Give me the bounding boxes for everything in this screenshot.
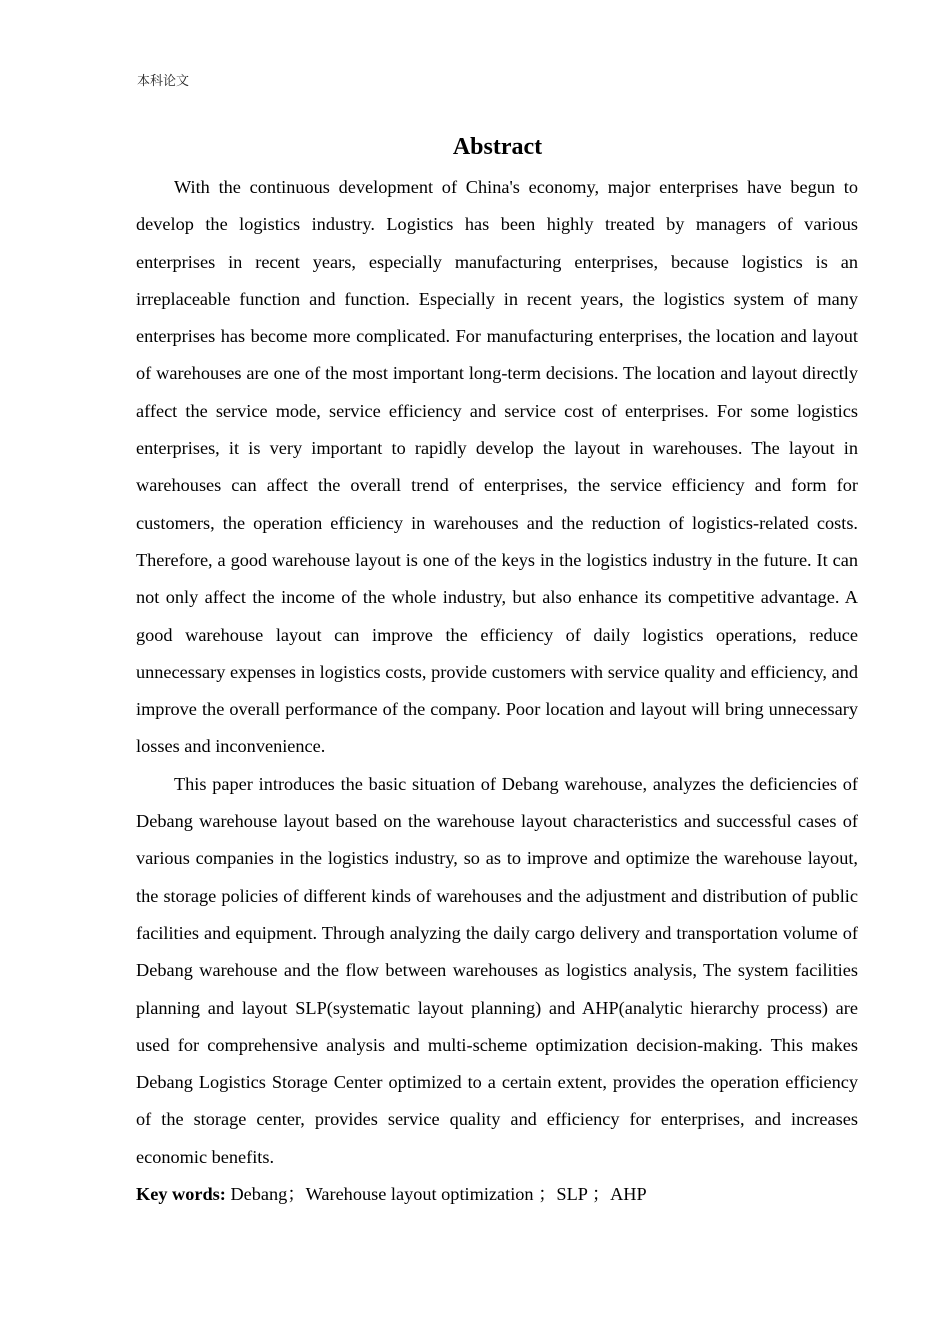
page-header: 本科论文 <box>137 74 190 89</box>
abstract-paragraph-1: With the continuous development of China's economy, major enterprises have begun to develop the logistics industry. Logistics has been highly treated by managers of various enterprises in recent years, especially manufacturing enterprises, because logistics is an irreplaceable function and function. Especially in recent years, the logistics system of many enterprises has become more complicated. For manufacturing enterprises, the location and layout of warehouses are one of the most important long-term decisions. The location and layout directly affect the service mode, service efficiency and service cost of enterprises. For some logistics enterprises, it is very important to rapidly develop the layout in warehouses. The layout in warehouses can affect the overall trend of enterprises, the service efficiency and form for customers, the operation efficiency in warehouses and the reduction of logistics-related costs. Therefore, a good warehouse layout is one of the keys in the logistics industry in the future. It can not only affect the income of the whole industry, but also enhance its competitive advantage. A good warehouse layout can improve the efficiency of daily logistics operations, reduce unnecessary expenses in logistics costs, provide customers with service quality and efficiency, and improve the overall performance of the company. Poor location and layout will bring unnecessary losses and inconvenience. <box>136 177 858 757</box>
keywords-line <box>136 1176 858 1213</box>
abstract-paragraph-2: This paper introduces the basic situation of Debang warehouse, analyzes the deficiencies of Debang warehouse layout based on the warehouse layout characteristics and successful cases of various companies in the logistics industry, so as to improve and optimize the warehouse layout, the storage policies of different kinds of warehouses and the adjustment and distribution of public facilities and equipment. Through analyzing the daily cargo delivery and transportation volume of Debang warehouse and the flow between warehouses as logistics analysis, The system facilities planning and layout SLP(systematic layout planning) and AHP(analytic hierarchy process) are used for comprehensive analysis and multi-scheme optimization decision-making. This makes Debang Logistics Storage Center optimized to a certain extent, provides the operation efficiency of the storage center, provides service quality and efficiency for enterprises, and increases economic benefits. <box>136 773 858 1167</box>
keywords-label: Key words: <box>136 1184 226 1205</box>
abstract-title: Abstract <box>452 134 543 160</box>
abstract-body <box>136 169 858 1213</box>
keywords-text: Debang；Warehouse layout optimization ；SLP ；AHP <box>225 1184 647 1205</box>
